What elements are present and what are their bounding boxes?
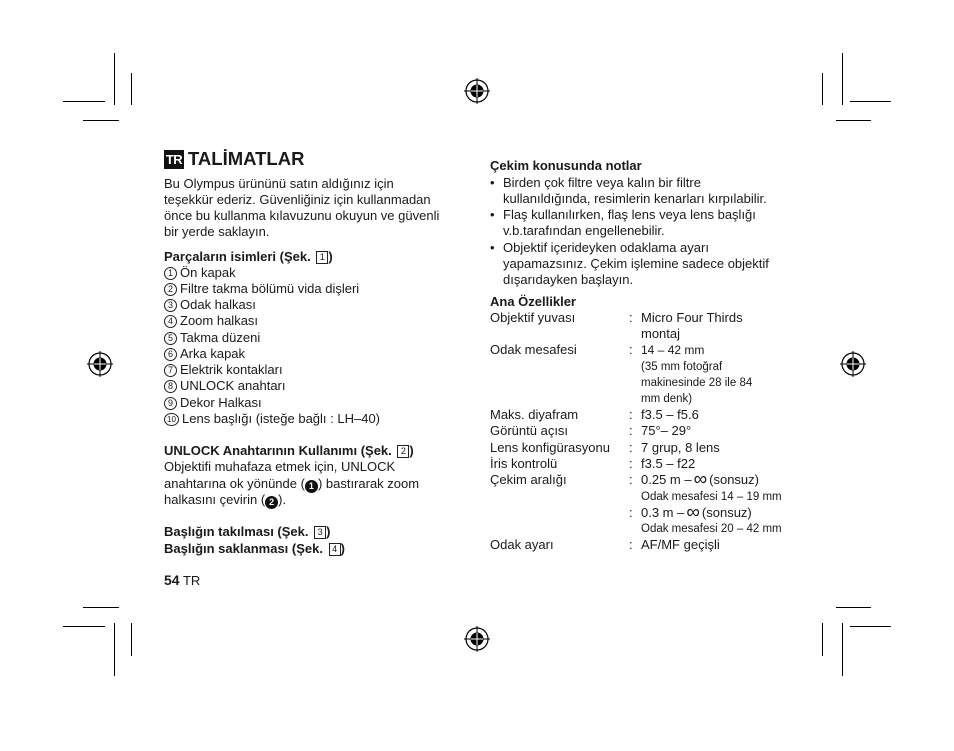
registration-mark-icon bbox=[840, 351, 866, 377]
figure-number: 4 bbox=[329, 543, 341, 556]
list-item: 8 UNLOCK anahtarı bbox=[164, 378, 286, 394]
spec-value: montaj bbox=[641, 326, 681, 341]
hood-attach-heading: Başlığın takılması (Şek. 3 ) bbox=[164, 524, 331, 539]
page-footer bbox=[164, 572, 200, 589]
list-item: 2 Filtre takma bölümü vida dişleri bbox=[164, 281, 359, 297]
spec-separator: : bbox=[629, 310, 633, 325]
right-column: Çekim konusunda notlar • Birden çok filtre veya kalın bir filtre kullanıldığında, resimlerin kenarları kırpılabilir. • Flaş kullanılırken, flaş lens veya lens başlığı v.b.tarafından engellenebilir. • Objektif içerideyken odaklama ayarı yapamazsınız. Çekim işlemine sadece objektif dışarıdayken başlayın. Ana Özellikler Objektif yuvası : Micro Four Thirds montaj Odak mesafesi : 14 – 42 mm (35 mm fotoğraf makinesinde 28 ile 84 mm denk) Maks. diyafram : f3.5 – f5.6 Görüntü açısı : 75°– 29° Lens konfigürasyonu : 7 grup, 8 lens İris kontrolü : f3.5 – f22 Çekim aralığı : 0.25 m – ∞ (sonsuz) Odak mesafesi 14 – 19 mm : 0.3 m – ∞ (sonsuz) Odak mesafesi 20 – 42 mm Odak ayarı : AF/MF geçişli bbox=[490, 158, 782, 552]
bullet-icon: • bbox=[490, 240, 495, 255]
spec-value: f3.5 – f22 bbox=[641, 456, 696, 471]
bullet-icon: • bbox=[490, 207, 495, 222]
spec-note: (35 mm fotoğraf bbox=[641, 361, 723, 373]
figure-number: 2 bbox=[397, 445, 409, 458]
unlock-line: anahtarına ok yönünde ( 1 ) bastırarak zoom bbox=[164, 476, 420, 491]
spec-separator: : bbox=[629, 537, 633, 552]
spec-value: 14 – 42 mm bbox=[641, 343, 705, 357]
list-item: 7 Elektrik kontakları bbox=[164, 362, 283, 378]
registration-mark-icon bbox=[87, 351, 113, 377]
spec-label: Görüntü açısı bbox=[490, 423, 569, 438]
spec-separator: : bbox=[629, 407, 633, 422]
spec-label: Maks. diyafram bbox=[490, 407, 579, 422]
spec-separator: : bbox=[629, 505, 633, 520]
list-item: 3 Odak halkası bbox=[164, 297, 256, 313]
title-text: TALİMATLAR bbox=[188, 148, 305, 170]
intro-line: önce bu kullanma kılavuzunu okuyun ve güvenli bbox=[164, 208, 440, 223]
item-number: 1 bbox=[164, 267, 177, 280]
list-item: 5 Takma düzeni bbox=[164, 330, 260, 346]
spec-label: Objektif yuvası bbox=[490, 310, 576, 325]
list-item: 9 Dekor Halkası bbox=[164, 395, 262, 411]
spec-value: AF/MF geçişli bbox=[641, 537, 720, 552]
step-number: 2 bbox=[265, 496, 278, 509]
notes-heading: Çekim konusunda notlar bbox=[490, 158, 642, 173]
list-item: 10 Lens başlığı (isteğe bağlı : LH–40) bbox=[164, 411, 380, 427]
intro-line: Bu Olympus ürününü satın aldığınız için bbox=[164, 176, 394, 191]
item-number: 2 bbox=[164, 283, 177, 296]
spec-separator: : bbox=[629, 423, 633, 438]
page-number: 54 bbox=[164, 572, 180, 588]
spec-label: Odak mesafesi bbox=[490, 342, 577, 357]
spec-label: İris kontrolü bbox=[490, 456, 558, 471]
unlock-heading: UNLOCK Anahtarının Kullanımı (Şek. 2 ) bbox=[164, 443, 414, 458]
spec-note: makinesinde 28 ile 84 bbox=[641, 377, 753, 389]
spec-separator: : bbox=[629, 342, 633, 357]
infinity-icon: ∞ bbox=[686, 502, 700, 523]
item-number: 5 bbox=[164, 332, 177, 345]
intro-line: teşekkür ederiz. Güvenliğiniz için kullanmadan bbox=[164, 192, 431, 207]
registration-mark-icon bbox=[464, 626, 490, 652]
spec-label: Odak ayarı bbox=[490, 537, 554, 552]
unlock-line: halkasını çevirin ( 2 ). bbox=[164, 492, 287, 507]
parts-heading: Parçaların isimleri (Şek. 1 ) bbox=[164, 249, 333, 264]
spec-value: 0.3 m – ∞ (sonsuz) bbox=[641, 502, 752, 523]
spec-value: 0.25 m – ∞ (sonsuz) bbox=[641, 469, 759, 490]
figure-number: 1 bbox=[316, 251, 328, 264]
item-number: 4 bbox=[164, 315, 177, 328]
language-badge: TR bbox=[165, 152, 183, 167]
spec-label: Lens konfigürasyonu bbox=[490, 440, 610, 455]
registration-mark-icon bbox=[464, 78, 490, 104]
spec-value: f3.5 – f5.6 bbox=[641, 407, 699, 422]
spec-value: 7 grup, 8 lens bbox=[641, 440, 720, 455]
list-item: 4 Zoom halkası bbox=[164, 313, 258, 329]
step-number: 1 bbox=[305, 480, 318, 493]
unlock-line: Objektifi muhafaza etmek için, UNLOCK bbox=[164, 459, 396, 474]
left-column bbox=[164, 150, 464, 600]
bullet-icon: • bbox=[490, 175, 495, 190]
spec-note: mm denk) bbox=[641, 393, 693, 405]
infinity-icon: ∞ bbox=[693, 469, 708, 490]
list-item: 1 Ön kapak bbox=[164, 265, 236, 281]
item-number: 7 bbox=[164, 364, 177, 377]
figure-number: 3 bbox=[314, 526, 326, 539]
spec-separator: : bbox=[629, 472, 633, 487]
spec-note: Odak mesafesi 14 – 19 mm bbox=[641, 491, 782, 503]
spec-label: Çekim aralığı bbox=[490, 472, 567, 487]
page-title bbox=[164, 150, 304, 169]
spec-separator: : bbox=[629, 440, 633, 455]
spec-value: Micro Four Thirds bbox=[641, 310, 743, 325]
item-number: 9 bbox=[164, 397, 177, 410]
item-number: 6 bbox=[164, 348, 177, 361]
list-item: 6 Arka kapak bbox=[164, 346, 245, 362]
footer-lang: TR bbox=[182, 573, 201, 588]
specs-heading: Ana Özellikler bbox=[490, 294, 576, 309]
spec-separator: : bbox=[629, 456, 633, 471]
item-number: 3 bbox=[164, 299, 177, 312]
hood-store-heading: Başlığın saklanması (Şek. 4 ) bbox=[164, 541, 345, 556]
spec-note: Odak mesafesi 20 – 42 mm bbox=[641, 523, 782, 535]
spec-value: 75°– 29° bbox=[641, 423, 692, 438]
intro-line: bir yerde saklayın. bbox=[164, 224, 270, 239]
item-number: 10 bbox=[164, 413, 179, 426]
item-number: 8 bbox=[164, 380, 177, 393]
